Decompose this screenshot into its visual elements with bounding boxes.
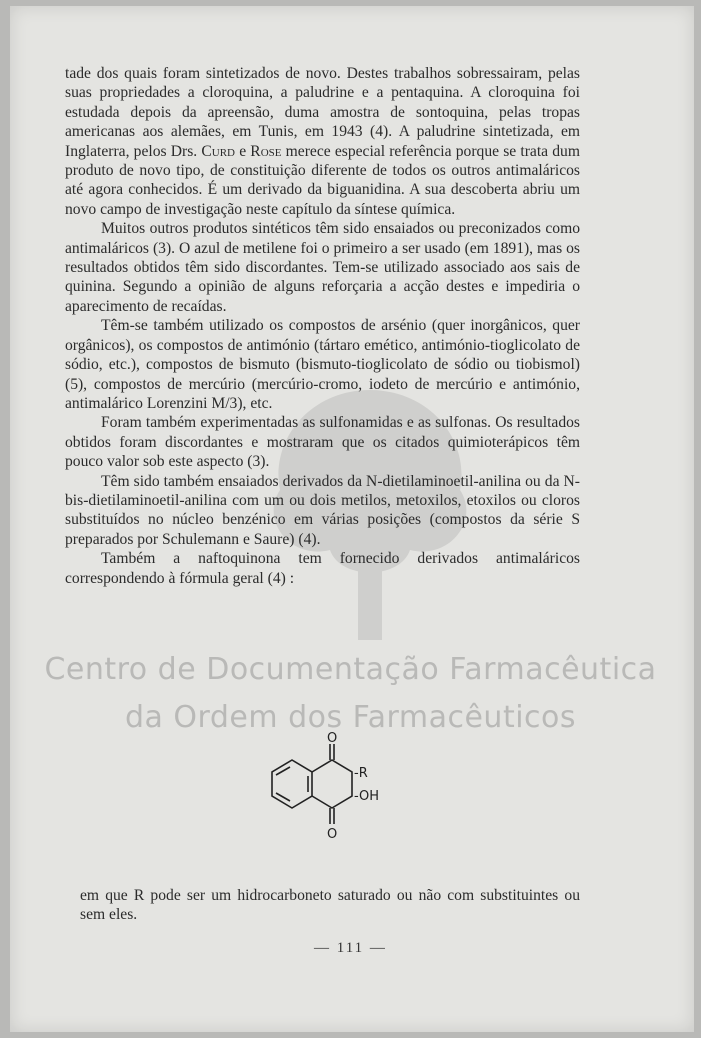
paragraph-4: Foram também experimentadas as sulfonamidas e as sulfonas. Os resultados obtidos foram discordantes e mostraram que os citados quimioterápicos têm pouco valor sob este aspecto (3). [65, 414, 580, 471]
body-text [65, 64, 580, 588]
after-formula-text [80, 886, 580, 925]
author-curd: Curd [201, 142, 236, 160]
paragraph-6: Também a naftoquinona tem fornecido derivados antimaláricos correspondendo à fórmula geral (4) : [65, 550, 580, 587]
watermark-line-2: da Ordem dos Farmacêuticos [124, 700, 577, 735]
formula-o-top: O [327, 731, 338, 746]
formula-o-bottom: O [327, 827, 338, 842]
paragraph-3: Têm-se também utilizado os compostos de arsénio (quer inorgânicos, quer orgânicos), os compostos de antimónio (tártaro emético, antimónio-tioglicolato de sódio, etc.), compostos de bismuto (bismuto-tioglicolato de sódio ou tiobismol) (5), compostos de mercúrio (mercúrio-cromo, iodeto de mercúrio e antimónio, antimalárico Lorenzini M/3), etc. [65, 317, 580, 412]
paragraph-after-formula: em que R pode ser um hidrocarboneto saturado ou não com substituintes ou sem eles. [80, 887, 580, 924]
paragraph-5: Têm sido também ensaiados derivados da N-dietilaminoetil-anilina ou da N-bis-dietilaminoetil-anilina com um ou dois metilos, metoxilos, etoxilos ou cloros substituídos no núcleo benzénico em várias posições (compostos da série S preparados por Schulemann e Saure) (4). [65, 472, 580, 548]
formula-r: -R [354, 766, 368, 781]
formula-oh: -OH [354, 789, 380, 804]
watermark-line-1: Centro de Documentação Farmacêutica [44, 652, 657, 687]
naphthoquinone-formula [262, 730, 392, 856]
page-number: — 111 — [314, 940, 387, 956]
author-rose: Rose [250, 142, 282, 160]
paragraph-1: tade dos quais foram sintetizados de novo. Destes trabalhos sobressairam, pelas suas propriedades a cloroquina, a paludrine e a pentaquina. A cloroquina foi estudada depois da apreensão, duma amostra de sontoquina, pelas tropas americanas aos alemães, em Tunis, em 1943 (4). A paludrine sintetizada, em Inglaterra, pelos Drs. Curd e Rose merece especial referência porque se trata dum produto de novo tipo, de constituição diferente de todos os outros antimaláricos até agora conhecidos. É um derivado da biguanidina. A sua descoberta abriu um novo campo de investigação neste capítulo da síntese química. [65, 65, 580, 218]
paragraph-2: Muitos outros produtos sintéticos têm sido ensaiados ou preconizados como antimaláricos (3). O azul de metilene foi o primeiro a ser usado (em 1891), mas os resultados obtidos têm sido discordantes. Tem-se utilizado associado aos sais de quinina. Segundo a opinião de alguns reforçaria a acção destes e impediria o aparecimento de recaídas. [65, 220, 580, 315]
